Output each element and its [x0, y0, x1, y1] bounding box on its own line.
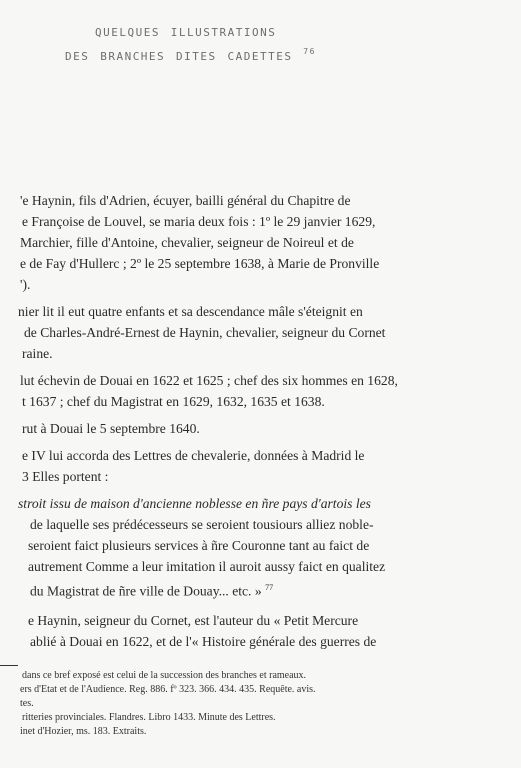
footnote-line: tes. [20, 698, 34, 709]
body-line: t 1637 ; chef du Magistrat en 1629, 1632, 1635 et 1638. [22, 394, 325, 409]
footnote-line: ers d'Etat et de l'Audience. Reg. 886. fº 323. 366. 434. 435. Requête. avis. [20, 684, 316, 695]
body-line: 3 Elles portent : [22, 469, 109, 484]
quote-line: autrement Comme a leur imitation il auroit aussy faict en qualitez [28, 559, 386, 574]
footnote-separator [0, 665, 18, 666]
quote-last-text: du Magistrat de ñre ville de Douay... etc. » [30, 583, 262, 599]
body-line: e Haynin, seigneur du Cornet, est l'auteur du « Petit Mercure [28, 613, 359, 628]
quote-note-ref: 77 [265, 583, 274, 592]
body-line: e IV lui accorda des Lettres de chevalerie, données à Madrid le [22, 448, 365, 463]
body-line: e de Fay d'Hullerc ; 2º le 25 septembre 1638, à Marie de Pronville [20, 256, 380, 271]
heading-line-2-text: des branches dites cadettes [65, 46, 293, 64]
quote-line: stroit issu de maison d'ancienne noblesse en ñre pays d'artois les [18, 496, 371, 511]
body-line: e Françoise de Louvel, se maria deux fois : 1º le 29 janvier 1629, [22, 214, 376, 229]
body-line: raine. [22, 346, 53, 361]
heading-note-ref: 76 [303, 46, 316, 56]
body-line: rut à Douai le 5 septembre 1640. [22, 421, 200, 436]
body-line: lut échevin de Douai en 1622 et 1625 ; chef des six hommes en 1628, [20, 373, 398, 388]
quote-line: seroient faict plusieurs services à ñre Couronne tant au faict de [28, 538, 370, 553]
body-line: nier lit il eut quatre enfants et sa descendance mâle s'éteignit en [18, 304, 363, 319]
footnote-line: inet d'Hozier, ms. 183. Extraits. [20, 726, 147, 737]
body-line: '). [20, 277, 31, 292]
body-line: Marchier, fille d'Antoine, chevalier, seigneur de Noireul et de [20, 235, 354, 250]
body-line: ablié à Douai en 1622, et de l'« Histoire générale des guerres de [30, 634, 377, 649]
quote-line-last [30, 579, 273, 601]
footnote-line: ritteries provinciales. Flandres. Libro 1433. Minute des Lettres. [22, 712, 276, 723]
quote-line: de laquelle ses prédécesseurs se seroient tousiours alliez noble- [30, 517, 374, 532]
heading-line-1: quelques illustrations [95, 22, 277, 40]
heading-line-2 [65, 46, 521, 64]
body-line: 'e Haynin, fils d'Adrien, écuyer, bailli général du Chapitre de [20, 193, 351, 208]
footnote-line: dans ce bref exposé est celui de la succession des branches et rameaux. [22, 670, 307, 681]
body-line: de Charles-André-Ernest de Haynin, chevalier, seigneur du Cornet [24, 325, 386, 340]
